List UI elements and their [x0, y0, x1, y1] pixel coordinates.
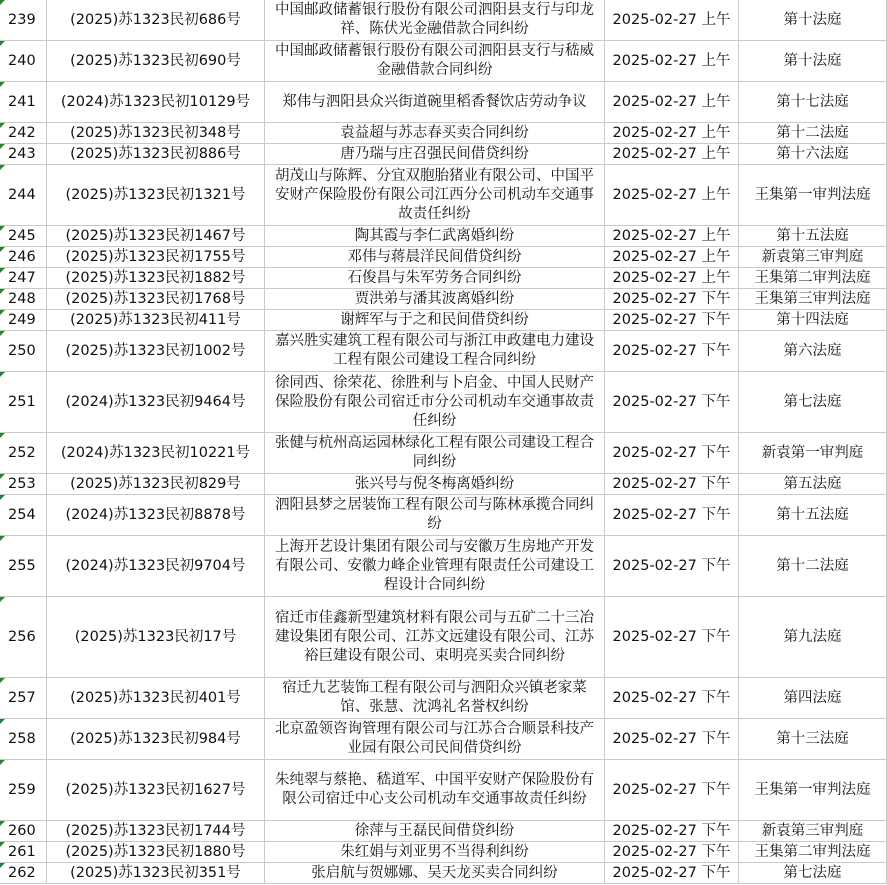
hearing-session: 上午: [701, 248, 731, 265]
table-row: [0, 372, 887, 433]
hearing-session: 上午: [701, 124, 731, 141]
hearing-date: 2025-02-27: [612, 52, 697, 69]
case-parties-cell[interactable]: 徐同西、徐荣花、徐胜利与卜启金、中国人民财产保险股份有限公司宿迁市分公司机动车交通事故责任纠纷: [265, 372, 605, 433]
case-parties-cell[interactable]: 朱红娟与刘亚男不当得利纠纷: [265, 842, 605, 863]
hearing-session: 上午: [701, 93, 731, 110]
hearing-time-cell[interactable]: [605, 123, 739, 144]
hearing-time-cell[interactable]: [605, 247, 739, 268]
table-row: [0, 41, 887, 82]
row-number-cell[interactable]: 253: [0, 474, 47, 495]
hearing-date: 2025-02-27: [612, 730, 697, 747]
row-number-cell[interactable]: 258: [0, 719, 47, 760]
hearing-time-cell[interactable]: [605, 719, 739, 760]
courtroom-cell[interactable]: 新袁第三审判庭: [739, 821, 887, 842]
hearing-time-cell[interactable]: [605, 842, 739, 863]
case-parties-cell[interactable]: 中国邮政储蓄银行股份有限公司泗阳县支行与印龙祥、陈伏光金融借款合同纠纷: [265, 0, 605, 41]
hearing-date: 2025-02-27: [612, 557, 697, 574]
courtroom-cell[interactable]: 第十法庭: [739, 0, 887, 41]
case-parties-cell[interactable]: 嘉兴胜实建筑工程有限公司与浙江申政建电力建设工程有限公司建设工程合同纠纷: [265, 331, 605, 372]
row-number-cell[interactable]: 255: [0, 536, 47, 597]
hearing-date: 2025-02-27: [612, 444, 697, 461]
hearing-time-cell[interactable]: [605, 144, 739, 165]
row-number-cell[interactable]: 252: [0, 433, 47, 474]
courtroom-cell[interactable]: 第七法庭: [739, 372, 887, 433]
hearing-date: 2025-02-27: [612, 186, 697, 203]
case-number-cell[interactable]: (2025)苏1323民初1744号: [47, 821, 265, 842]
case-parties-cell[interactable]: 唐乃瑞与庄召强民间借贷纠纷: [265, 144, 605, 165]
hearing-date: 2025-02-27: [612, 393, 697, 410]
courtroom-cell[interactable]: 王集第一审判法庭: [739, 760, 887, 821]
hearing-date: 2025-02-27: [612, 248, 697, 265]
row-number-cell[interactable]: 244: [0, 165, 47, 226]
case-number-cell[interactable]: (2024)苏1323民初8878号: [47, 495, 265, 536]
table-row: [0, 310, 887, 331]
case-parties-cell[interactable]: 泗阳县梦之居装饰工程有限公司与陈林承揽合同纠纷: [265, 495, 605, 536]
case-number-cell[interactable]: (2024)苏1323民初9464号: [47, 372, 265, 433]
case-parties-cell[interactable]: 宿迁市佳鑫新型建筑材料有限公司与五矿二十三冶建设集团有限公司、江苏文远建设有限公司、江苏裕巨建设有限公司、束明亮买卖合同纠纷: [265, 597, 605, 678]
table-row: [0, 165, 887, 226]
table-row: [0, 536, 887, 597]
row-number-cell[interactable]: 248: [0, 289, 47, 310]
case-parties-cell[interactable]: 朱纯翠与蔡艳、嵇道军、中国平安财产保险股份有限公司宿迁中心支公司机动车交通事故责任纠纷: [265, 760, 605, 821]
courtroom-cell[interactable]: 第十六法庭: [739, 144, 887, 165]
hearing-time-cell[interactable]: [605, 597, 739, 678]
hearing-session: 下午: [701, 444, 731, 461]
case-number-cell[interactable]: (2025)苏1323民初17号: [47, 597, 265, 678]
row-number-cell[interactable]: 249: [0, 310, 47, 331]
case-number-cell[interactable]: (2025)苏1323民初401号: [47, 678, 265, 719]
hearing-session: 下午: [701, 393, 731, 410]
hearing-time-cell[interactable]: [605, 821, 739, 842]
hearing-date: 2025-02-27: [612, 93, 697, 110]
case-parties-cell[interactable]: 宿迁九艺装饰工程有限公司与泗阳众兴镇老家菜馆、张慧、沈鸿礼名誉权纠纷: [265, 678, 605, 719]
hearing-session: 下午: [701, 290, 731, 307]
hearing-time-cell[interactable]: [605, 863, 739, 884]
hearing-session: 下午: [701, 342, 731, 359]
row-number-cell[interactable]: 257: [0, 678, 47, 719]
table-row: [0, 719, 887, 760]
hearing-time-cell[interactable]: [605, 310, 739, 331]
case-parties-cell[interactable]: 张兴号与倪冬梅离婚纠纷: [265, 474, 605, 495]
case-parties-cell[interactable]: 贾洪弟与潘其波离婚纠纷: [265, 289, 605, 310]
case-number-cell[interactable]: (2025)苏1323民初1882号: [47, 268, 265, 289]
hearing-date: 2025-02-27: [612, 506, 697, 523]
hearing-time-cell[interactable]: [605, 82, 739, 123]
hearing-date: 2025-02-27: [612, 475, 697, 492]
hearing-date: 2025-02-27: [612, 11, 697, 28]
table-row: [0, 474, 887, 495]
table-row: [0, 495, 887, 536]
hearing-session: 下午: [701, 822, 731, 839]
case-parties-cell[interactable]: 邓伟与蒋晨洋民间借贷纠纷: [265, 247, 605, 268]
hearing-date: 2025-02-27: [612, 124, 697, 141]
hearing-time-cell[interactable]: [605, 331, 739, 372]
case-parties-cell[interactable]: 谢辉军与于之和民间借贷纠纷: [265, 310, 605, 331]
row-number-cell[interactable]: 260: [0, 821, 47, 842]
hearing-time-cell[interactable]: [605, 372, 739, 433]
courtroom-cell[interactable]: 新袁第一审判庭: [739, 433, 887, 474]
hearing-date: 2025-02-27: [612, 689, 697, 706]
table-row: [0, 82, 887, 123]
case-parties-cell[interactable]: 胡茂山与陈辉、分宜双胞胎猪业有限公司、中国平安财产保险股份有限公司江西分公司机动车交通事故责任纠纷: [265, 165, 605, 226]
courtroom-cell[interactable]: 第十五法庭: [739, 495, 887, 536]
case-number-cell[interactable]: (2024)苏1323民初10221号: [47, 433, 265, 474]
courtroom-cell[interactable]: 第十二法庭: [739, 536, 887, 597]
courtroom-cell[interactable]: 王集第二审判法庭: [739, 268, 887, 289]
row-number-cell[interactable]: 251: [0, 372, 47, 433]
hearing-session: 上午: [701, 186, 731, 203]
hearing-time-cell[interactable]: [605, 41, 739, 82]
hearing-time-cell[interactable]: [605, 433, 739, 474]
hearing-session: 上午: [701, 11, 731, 28]
case-number-cell[interactable]: (2025)苏1323民初1321号: [47, 165, 265, 226]
case-number-cell[interactable]: (2025)苏1323民初690号: [47, 41, 265, 82]
row-number-cell[interactable]: 262: [0, 863, 47, 884]
hearing-time-cell[interactable]: [605, 760, 739, 821]
table-row: [0, 821, 887, 842]
hearing-date: 2025-02-27: [612, 342, 697, 359]
hearing-session: 上午: [701, 227, 731, 244]
hearing-session: 下午: [701, 475, 731, 492]
row-number-cell[interactable]: 240: [0, 41, 47, 82]
case-number-cell[interactable]: (2025)苏1323民初1880号: [47, 842, 265, 863]
case-number-cell[interactable]: (2025)苏1323民初1467号: [47, 226, 265, 247]
courtroom-cell[interactable]: 第十三法庭: [739, 719, 887, 760]
courtroom-cell[interactable]: 第十七法庭: [739, 82, 887, 123]
hearing-date: 2025-02-27: [612, 843, 697, 860]
table-row: [0, 597, 887, 678]
hearing-session: 下午: [701, 843, 731, 860]
table-row: [0, 289, 887, 310]
table-row: [0, 331, 887, 372]
courtroom-cell[interactable]: 王集第一审判法庭: [739, 165, 887, 226]
courtroom-cell[interactable]: 第十法庭: [739, 41, 887, 82]
hearing-session: 上午: [701, 52, 731, 69]
courtroom-cell[interactable]: 第五法庭: [739, 474, 887, 495]
hearing-time-cell[interactable]: [605, 0, 739, 41]
hearing-session: 下午: [701, 557, 731, 574]
case-parties-cell[interactable]: 上海开艺设计集团有限公司与安徽万生房地产开发有限公司、安徽力峰企业管理有限责任公司建设工程设计合同纠纷: [265, 536, 605, 597]
row-number-cell[interactable]: 259: [0, 760, 47, 821]
case-parties-cell[interactable]: 郑伟与泗阳县众兴街道碗里稻香餐饮店劳动争议: [265, 82, 605, 123]
hearing-session: 上午: [701, 145, 731, 162]
hearing-session: 下午: [701, 781, 731, 798]
courtroom-cell[interactable]: 王集第二审判法庭: [739, 842, 887, 863]
courtroom-cell[interactable]: 第六法庭: [739, 331, 887, 372]
case-number-cell[interactable]: (2024)苏1323民初10129号: [47, 82, 265, 123]
hearing-date: 2025-02-27: [612, 628, 697, 645]
row-number-cell[interactable]: 247: [0, 268, 47, 289]
table-row: [0, 123, 887, 144]
row-number-cell[interactable]: 256: [0, 597, 47, 678]
courtroom-cell[interactable]: 第七法庭: [739, 863, 887, 884]
hearing-time-cell[interactable]: [605, 495, 739, 536]
case-parties-cell[interactable]: 陶其霞与李仁武离婚纠纷: [265, 226, 605, 247]
hearing-date: 2025-02-27: [612, 269, 697, 286]
row-number-cell[interactable]: 250: [0, 331, 47, 372]
row-number-cell[interactable]: 245: [0, 226, 47, 247]
hearing-time-cell[interactable]: [605, 289, 739, 310]
hearing-time-cell[interactable]: [605, 536, 739, 597]
table-row: [0, 678, 887, 719]
case-number-cell[interactable]: (2025)苏1323民初1002号: [47, 331, 265, 372]
row-number-cell[interactable]: 254: [0, 495, 47, 536]
table-row: [0, 144, 887, 165]
hearing-time-cell[interactable]: [605, 268, 739, 289]
case-number-cell[interactable]: (2025)苏1323民初829号: [47, 474, 265, 495]
table-row: [0, 842, 887, 863]
hearing-date: 2025-02-27: [612, 290, 697, 307]
hearing-time-cell[interactable]: [605, 474, 739, 495]
case-number-cell[interactable]: (2025)苏1323民初1627号: [47, 760, 265, 821]
table-row: [0, 0, 887, 41]
table-row: [0, 863, 887, 884]
case-number-cell[interactable]: (2025)苏1323民初351号: [47, 863, 265, 884]
hearing-time-cell[interactable]: [605, 226, 739, 247]
table-row: [0, 268, 887, 289]
hearing-session: 下午: [701, 864, 731, 881]
courtroom-cell[interactable]: 王集第三审判法庭: [739, 289, 887, 310]
hearing-time-cell[interactable]: [605, 678, 739, 719]
hearing-session: 下午: [701, 506, 731, 523]
table-row: [0, 433, 887, 474]
table-row: [0, 760, 887, 821]
case-parties-cell[interactable]: 张启航与贺娜娜、吴天龙买卖合同纠纷: [265, 863, 605, 884]
row-number-cell[interactable]: 241: [0, 82, 47, 123]
hearing-session: 下午: [701, 628, 731, 645]
case-number-cell[interactable]: (2025)苏1323民初984号: [47, 719, 265, 760]
hearing-time-cell[interactable]: [605, 165, 739, 226]
hearing-date: 2025-02-27: [612, 822, 697, 839]
hearing-date: 2025-02-27: [612, 227, 697, 244]
hearing-date: 2025-02-27: [612, 311, 697, 328]
case-number-cell[interactable]: (2025)苏1323民初1755号: [47, 247, 265, 268]
courtroom-cell[interactable]: 第十二法庭: [739, 123, 887, 144]
courtroom-cell[interactable]: 第十五法庭: [739, 226, 887, 247]
hearing-date: 2025-02-27: [612, 781, 697, 798]
case-number-cell[interactable]: (2025)苏1323民初886号: [47, 144, 265, 165]
case-parties-cell[interactable]: 中国邮政储蓄银行股份有限公司泗阳县支行与嵇威金融借款合同纠纷: [265, 41, 605, 82]
case-number-cell[interactable]: (2025)苏1323民初411号: [47, 310, 265, 331]
courtroom-cell[interactable]: 第四法庭: [739, 678, 887, 719]
hearing-session: 下午: [701, 311, 731, 328]
row-number-cell[interactable]: 261: [0, 842, 47, 863]
row-number-cell[interactable]: 242: [0, 123, 47, 144]
hearing-date: 2025-02-27: [612, 145, 697, 162]
table-row: [0, 247, 887, 268]
row-number-cell[interactable]: 246: [0, 247, 47, 268]
hearing-session: 上午: [701, 269, 731, 286]
row-number-cell[interactable]: 243: [0, 144, 47, 165]
case-parties-cell[interactable]: 石俊昌与朱军劳务合同纠纷: [265, 268, 605, 289]
case-number-cell[interactable]: (2025)苏1323民初686号: [47, 0, 265, 41]
table-row: [0, 226, 887, 247]
case-number-cell[interactable]: (2025)苏1323民初1768号: [47, 289, 265, 310]
courtroom-cell[interactable]: 第九法庭: [739, 597, 887, 678]
case-parties-cell[interactable]: 袁益超与苏志春买卖合同纠纷: [265, 123, 605, 144]
case-parties-cell[interactable]: 徐萍与王磊民间借贷纠纷: [265, 821, 605, 842]
hearing-session: 下午: [701, 730, 731, 747]
courtroom-cell[interactable]: 新袁第三审判庭: [739, 247, 887, 268]
case-number-cell[interactable]: (2025)苏1323民初348号: [47, 123, 265, 144]
hearing-date: 2025-02-27: [612, 864, 697, 881]
case-parties-cell[interactable]: 张健与杭州高运园林绿化工程有限公司建设工程合同纠纷: [265, 433, 605, 474]
case-parties-cell[interactable]: 北京盈领咨询管理有限公司与江苏合合顺景科技产业园有限公司民间借贷纠纷: [265, 719, 605, 760]
courtroom-cell[interactable]: 第十四法庭: [739, 310, 887, 331]
case-number-cell[interactable]: (2024)苏1323民初9704号: [47, 536, 265, 597]
hearing-session: 下午: [701, 689, 731, 706]
row-number-cell[interactable]: 239: [0, 0, 47, 41]
